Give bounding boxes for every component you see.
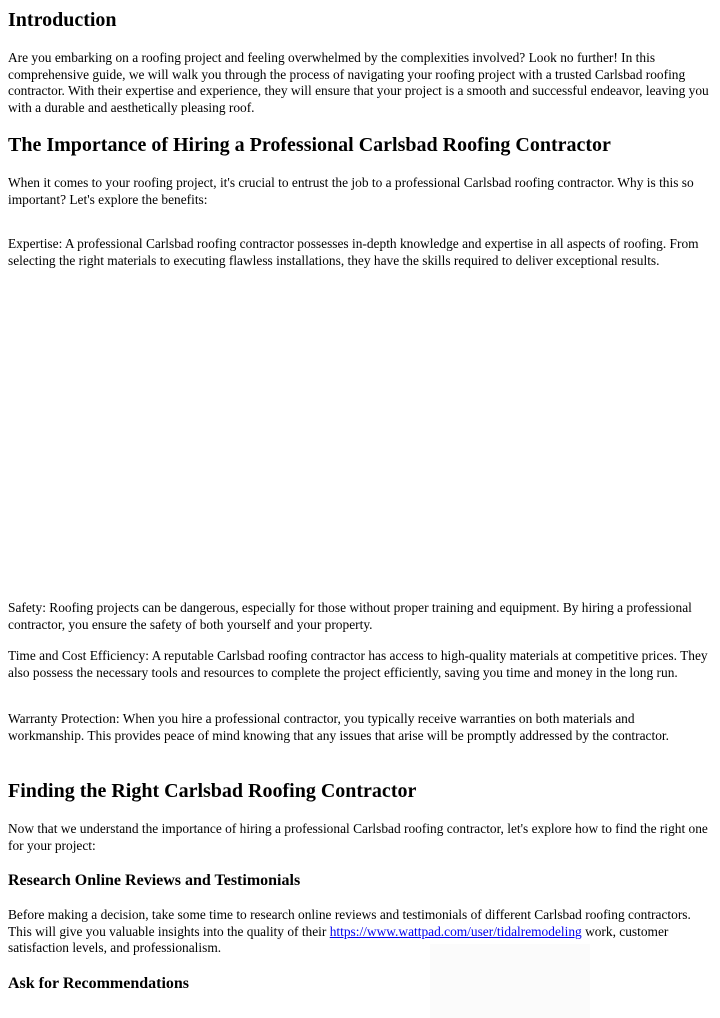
warranty-paragraph: Warranty Protection: When you hire a professional contractor, you typically receive warranties on both materials and workmanship. This provides peace of mind knowing that any issues that arise will be promptly addressed by the contractor.	[8, 711, 669, 743]
research-text-after: work, customer satisfaction levels, and professionalism.	[8, 923, 669, 956]
faded-image-placeholder	[430, 944, 590, 1018]
heading-ask-recommendations: Ask for Recommendations	[8, 975, 190, 992]
heading-importance: The Importance of Hiring a Professional Carlsbad Roofing Contractor	[8, 134, 611, 156]
intro-paragraph: Are you embarking on a roofing project and feeling overwhelmed by the complexities involved? Look no further! In this comprehensive guide, we will walk you through the process of navigating your roofing project with a trusted Carlsbad roofing contractor. With their expertise and experience, they will ensure that your project is a smooth and successful endeavor, leaving you with a durable and aesthetically pleasing roof.	[8, 50, 709, 115]
heading-finding: Finding the Right Carlsbad Roofing Contractor	[8, 780, 417, 802]
research-text-before: Before making a decision, take some time to research online reviews and testimonials of different Carlsbad roofing contractors. This will give you valuable insights into the quality of their	[8, 907, 691, 939]
time-cost-paragraph: Time and Cost Efficiency: A reputable Carlsbad roofing contractor has access to high-quality materials at competitive prices. They also possess the necessary tools and resources to complete the project efficiently, saving you time and money in the long run.	[8, 648, 708, 680]
importance-intro-paragraph: When it comes to your roofing project, it's crucial to entrust the job to a professional Carlsbad roofing contractor. Why is this so important? Let's explore the benefits:	[8, 175, 694, 207]
safety-paragraph: Safety: Roofing projects can be dangerous, especially for those without proper training and equipment. By hiring a professional contractor, you ensure the safety of both yourself and your property.	[8, 600, 692, 632]
research-paragraph	[8, 907, 712, 957]
heading-introduction: Introduction	[8, 9, 117, 31]
heading-research-reviews: Research Online Reviews and Testimonials	[8, 872, 301, 889]
wattpad-profile-link[interactable]: https://www.wattpad.com/user/tidalremodeling	[329, 923, 582, 939]
expertise-paragraph: Expertise: A professional Carlsbad roofing contractor possesses in-depth knowledge and expertise in all aspects of roofing. From selecting the right materials to executing flawless installations, they have the skills required to deliver exceptional results.	[8, 236, 699, 268]
finding-intro-paragraph: Now that we understand the importance of hiring a professional Carlsbad roofing contractor, let's explore how to find the right one for your project:	[8, 821, 708, 853]
